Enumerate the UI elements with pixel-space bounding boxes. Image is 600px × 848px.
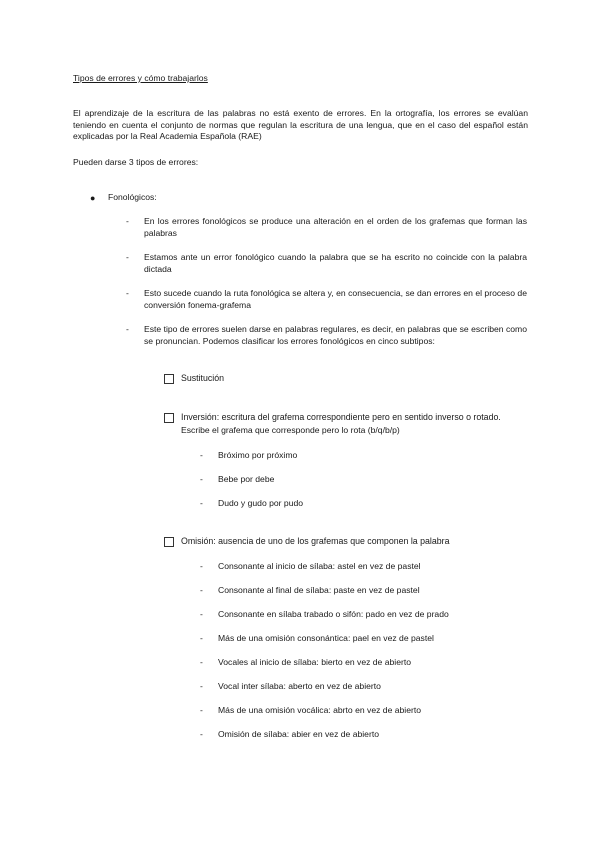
- omision-example: Consonante en sílaba trabado o sifón: pado en vez de prado: [218, 609, 449, 619]
- omision-example: Consonante al inicio de sílaba: astel en vez de pastel: [218, 561, 421, 571]
- dash-icon: -: [200, 633, 203, 643]
- inversion-example: Dudo y gudo por pudo: [218, 498, 304, 508]
- omision-example: Más de una omisión consonántica: pael en vez de pastel: [218, 633, 434, 643]
- checkbox-omision[interactable]: [164, 537, 174, 547]
- inversion-line2: Escribe el grafema que corresponde pero lo rota (b/q/b/p): [181, 425, 400, 435]
- dash-icon: -: [126, 288, 129, 298]
- omision-example: Omisión de sílaba: abier en vez de abierto: [218, 729, 379, 739]
- dash-icon: -: [126, 324, 129, 334]
- dash-item: Estamos ante un error fonológico cuando la palabra que se ha escrito no coincide con la palabra dictada: [144, 252, 527, 274]
- dash-item: Esto sucede cuando la ruta fonológica se altera y, en consecuencia, se dan errores en el proceso de conversión fonema-grafema: [144, 288, 527, 310]
- checkbox-sustitucion[interactable]: [164, 374, 174, 384]
- checkbox-inversion[interactable]: [164, 413, 174, 423]
- dash-icon: -: [200, 705, 203, 715]
- dash-icon: -: [200, 474, 203, 484]
- main-bullet-label: Fonológicos:: [108, 192, 157, 202]
- inversion-example: Bróximo por próximo: [218, 450, 298, 460]
- omision-example: Consonante al final de sílaba: paste en vez de pastel: [218, 585, 420, 595]
- dash-icon: -: [200, 681, 203, 691]
- dash-icon: -: [200, 729, 203, 739]
- dash-icon: -: [126, 216, 129, 226]
- dash-icon: -: [200, 657, 203, 667]
- dash-icon: -: [126, 252, 129, 262]
- dash-icon: -: [200, 585, 203, 595]
- dash-item: En los errores fonológicos se produce una alteración en el orden de los grafemas que forman las palabras: [144, 216, 527, 238]
- dash-icon: -: [200, 450, 203, 460]
- types-line: Pueden darse 3 tipos de errores:: [73, 157, 199, 167]
- intro-paragraph: El aprendizaje de la escritura de las palabras no está exento de errores. En la ortografía, los errores se evalúan teniendo en cuenta el conjunto de normas que regulan la escritura de una lengua, que en el caso del español están explicadas por la Real Academia Española (RAE): [73, 108, 528, 141]
- dash-icon: -: [200, 561, 203, 571]
- document-title: Tipos de errores y cómo trabajarlos: [73, 73, 208, 83]
- omision-example: Vocales al inicio de sílaba: bierto en vez de abierto: [218, 657, 412, 667]
- dash-icon: -: [200, 498, 203, 508]
- inversion-label: Inversión: escritura del grafema correspondiente pero en sentido inverso o rotado.: [181, 412, 501, 422]
- dash-item: Este tipo de errores suelen darse en palabras regulares, es decir, en palabras que se escriben como se pronuncian. Podemos clasificar los errores fonológicos en cinco subtipos:: [144, 324, 527, 346]
- omision-example: Más de una omisión vocálica: abrto en vez de abierto: [218, 705, 422, 715]
- inversion-example: Bebe por debe: [218, 474, 275, 484]
- bullet-icon: ●: [90, 193, 96, 203]
- dash-icon: -: [200, 609, 203, 619]
- omision-example: Vocal inter sílaba: aberto en vez de abierto: [218, 681, 381, 691]
- omision-label: Omisión: ausencia de uno de los grafemas que componen la palabra: [181, 536, 450, 546]
- sustitucion-label: Sustitución: [181, 373, 225, 383]
